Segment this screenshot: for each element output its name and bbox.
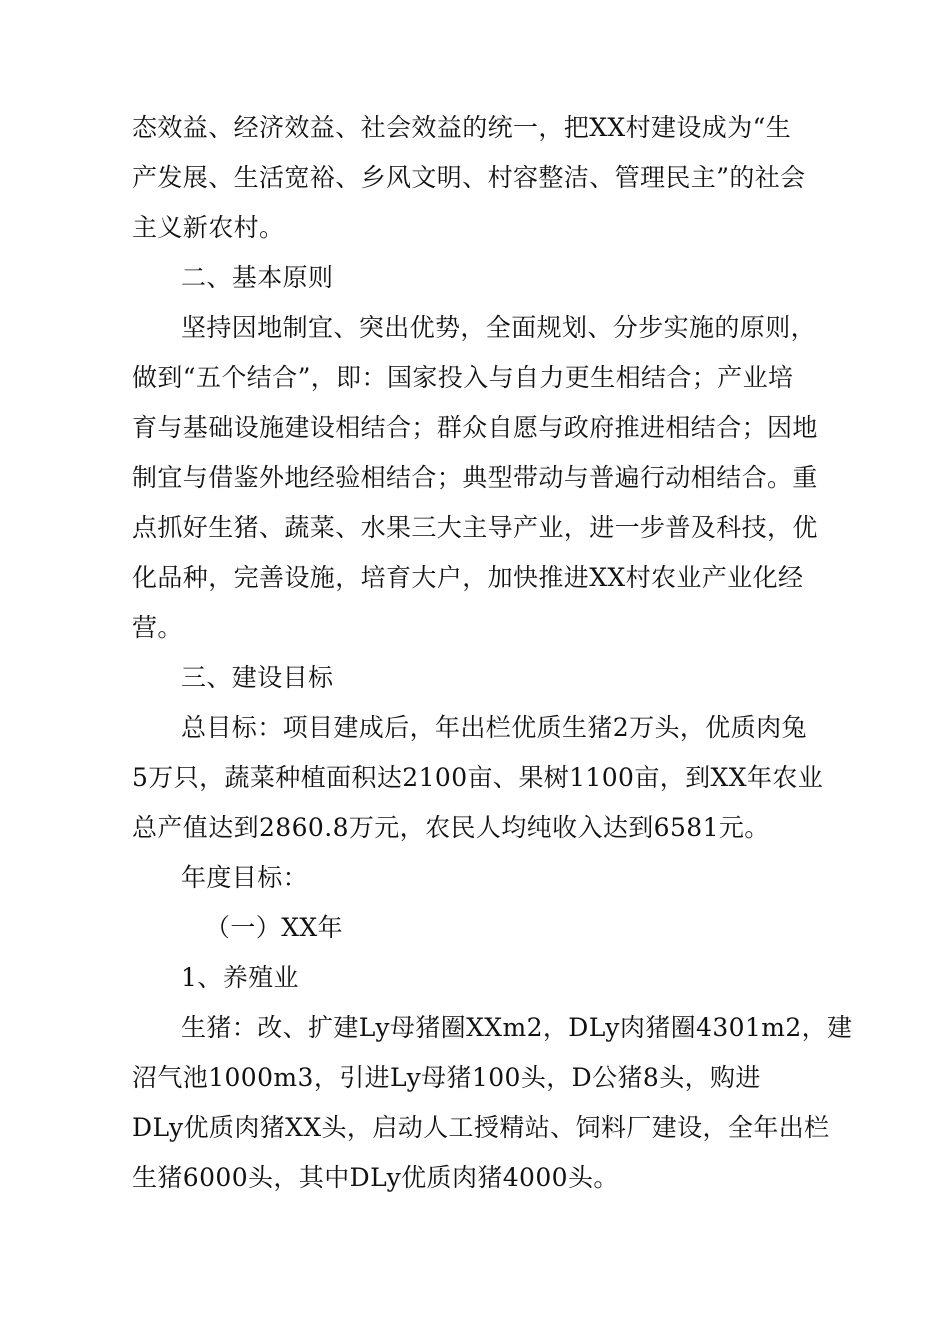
paragraph-line: 主义新农村。 bbox=[132, 213, 285, 242]
paragraph-line: 产发展、生活宽裕、乡风文明、村容整洁、管理民主”的社会 bbox=[132, 163, 806, 192]
section-heading: 三、建设目标 bbox=[181, 663, 334, 692]
subsection-heading: 1、养殖业 bbox=[181, 963, 299, 992]
paragraph-line: DLy优质肉猪XX头，启动人工授精站、饲料厂建设，全年出栏 bbox=[132, 1113, 830, 1142]
paragraph-line: 态效益、经济效益、社会效益的统一，把XX村建设成为“生 bbox=[132, 113, 792, 142]
paragraph-line: 总目标：项目建成后，年出栏优质生猪2万头，优质肉兔 bbox=[181, 713, 807, 742]
paragraph-line: 年度目标： bbox=[181, 863, 309, 892]
paragraph-line: 制宜与借鉴外地经验相结合；典型带动与普遍行动相结合。重 bbox=[132, 463, 818, 492]
paragraph-line: 生猪6000头，其中DLy优质肉猪4000头。 bbox=[132, 1163, 619, 1192]
paragraph-line: 化品种，完善设施，培育大户，加快推进XX村农业产业化经 bbox=[132, 563, 804, 592]
paragraph-line: 生猪：改、扩建Ly母猪圈XXm2，DLy肉猪圈4301m2，建 bbox=[181, 1013, 853, 1042]
paragraph-line: 沼气池1000m3，引进Ly母猪100头，D公猪8头，购进 bbox=[132, 1063, 761, 1092]
paragraph-line: 点抓好生猪、蔬菜、水果三大主导产业，进一步普及科技，优 bbox=[132, 513, 818, 542]
subsection-heading: （一）XX年 bbox=[205, 913, 343, 942]
paragraph-line: 营。 bbox=[132, 613, 183, 642]
paragraph-line: 坚持因地制宜、突出优势，全面规划、分步实施的原则， bbox=[181, 313, 817, 342]
section-heading: 二、基本原则 bbox=[181, 263, 334, 292]
paragraph-line: 做到“五个结合”，即：国家投入与自力更生相结合；产业培 bbox=[132, 363, 794, 392]
paragraph-line: 育与基础设施建设相结合；群众自愿与政府推进相结合；因地 bbox=[132, 413, 818, 442]
paragraph-line: 5万只，蔬菜种植面积达2100亩、果树1100亩，到XX年农业 bbox=[132, 763, 824, 792]
paragraph-line: 总产值达到2860.8万元，农民人均纯收入达到6581元。 bbox=[132, 813, 770, 842]
